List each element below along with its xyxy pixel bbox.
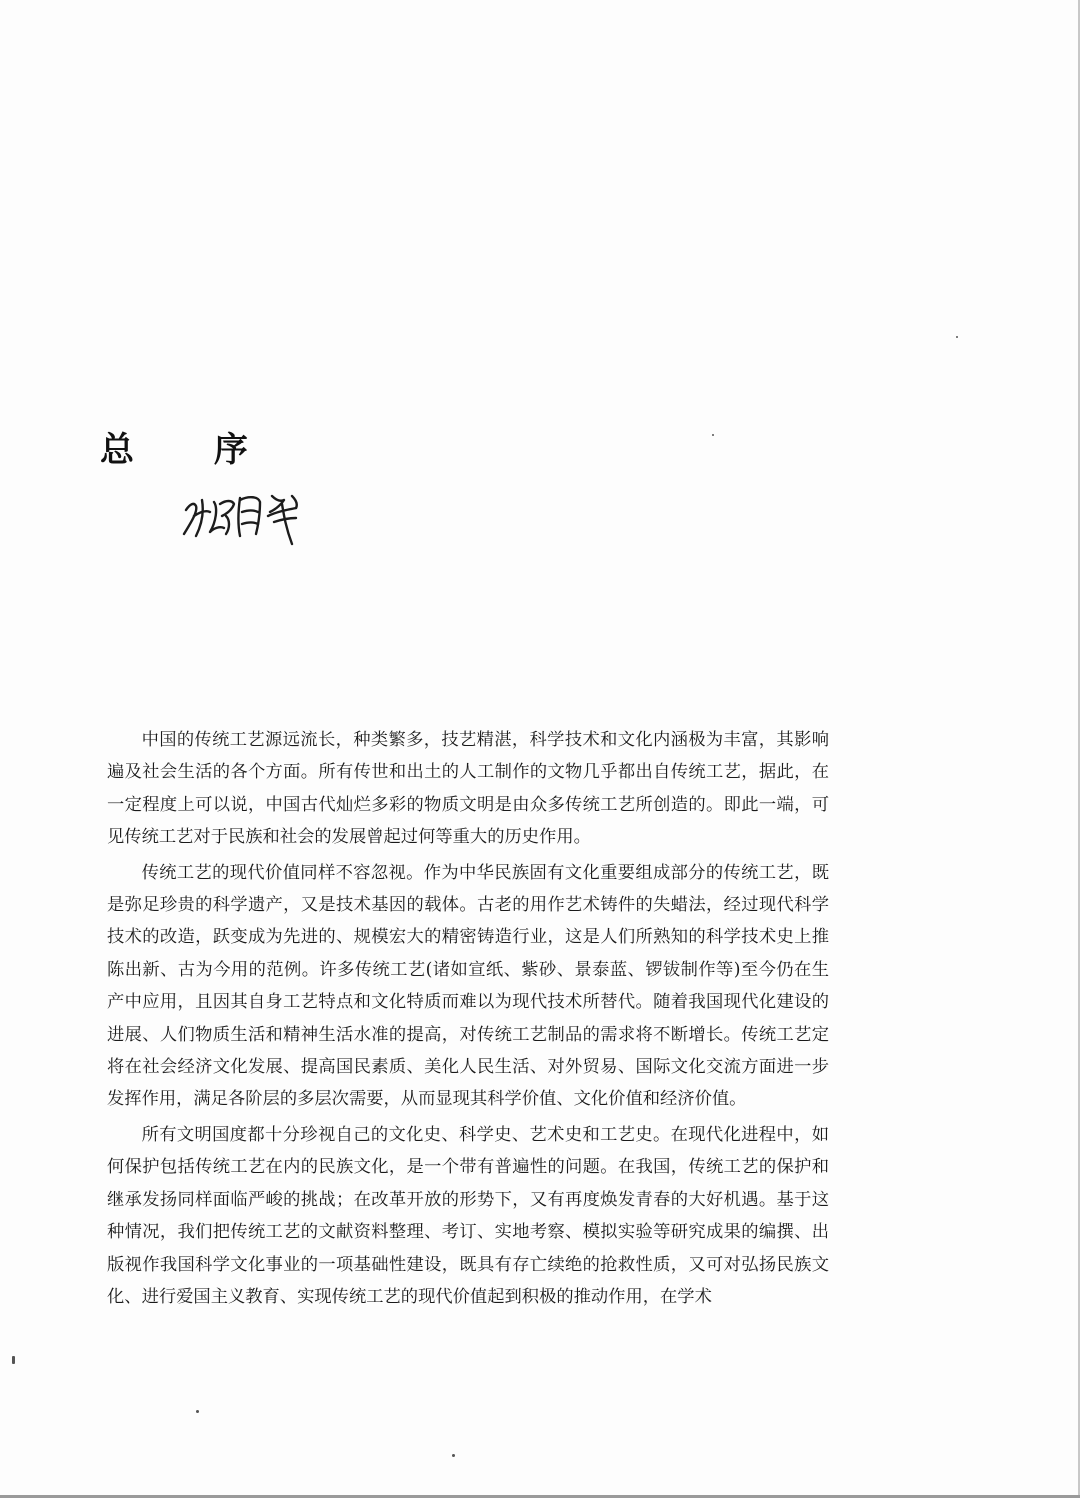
scan-speck	[712, 434, 714, 436]
paragraph-3: 所有文明国度都十分珍视自己的文化史、科学史、艺术史和工艺史。在现代化进程中，如何保护包括传统工艺在内的民族文化，是一个带有普遍性的问题。在我国，传统工艺的保护和继承发扬同样面临严峻的挑战；在改革开放的形势下，又有再度焕发青春的大好机遇。基于这种情况，我们把传统工艺的文献资料整理、考订、实地考察、模拟实验等研究成果的编撰、出版视作我国科学文化事业的一项基础性建设，既具有存亡续绝的抢救性质，又可对弘扬民族文化、进行爱国主义教育、实现传统工艺的现代价值起到积极的推动作用，在学术	[107, 1124, 829, 1307]
scan-speck	[452, 1454, 455, 1457]
scan-speck	[196, 1410, 199, 1413]
paragraph-1: 中国的传统工艺源远流长，种类繁多，技艺精湛，科学技术和文化内涵极为丰富，其影响遍及社会生活的各个方面。所有传世和出土的人工制作的文物几乎都出自传统工艺，据此，在一定程度上可以说，中国古代灿烂多彩的物质文明是由众多传统工艺所创造的。即此一端，可见传统工艺对于民族和社会的发展曾起过何等重大的历史作用。	[107, 730, 829, 848]
preface-body	[107, 724, 829, 1316]
paragraph-2: 传统工艺的现代价值同样不容忽视。作为中华民族固有文化重要组成部分的传统工艺，既是弥足珍贵的科学遗产，又是技术基因的载体。古老的用作艺术铸件的失蜡法，经过现代科学技术的改造，跃变成为先进的、规模宏大的精密铸造行业，这是人们所熟知的科学技术史上推陈出新、古为今用的范例。许多传统工艺(诸如宣纸、紫砂、景泰蓝、锣钹制作等)至今仍在生产中应用，且因其自身工艺特点和文化特质而难以为现代技术所替代。随着我国现代化建设的进展、人们物质生活和精神生活水准的提高，对传统工艺制品的需求将不断增长。传统工艺定将在社会经济文化发展、提高国民素质、美化人民生活、对外贸易、国际文化交流方面进一步发挥作用，满足各阶层的多层次需要，从而显现其科学价值、文化价值和经济价值。	[107, 862, 829, 1110]
scan-speck	[12, 1356, 15, 1364]
page-title: 总 序	[100, 430, 282, 470]
scan-speck	[956, 336, 958, 338]
handwritten-signature	[180, 482, 320, 548]
